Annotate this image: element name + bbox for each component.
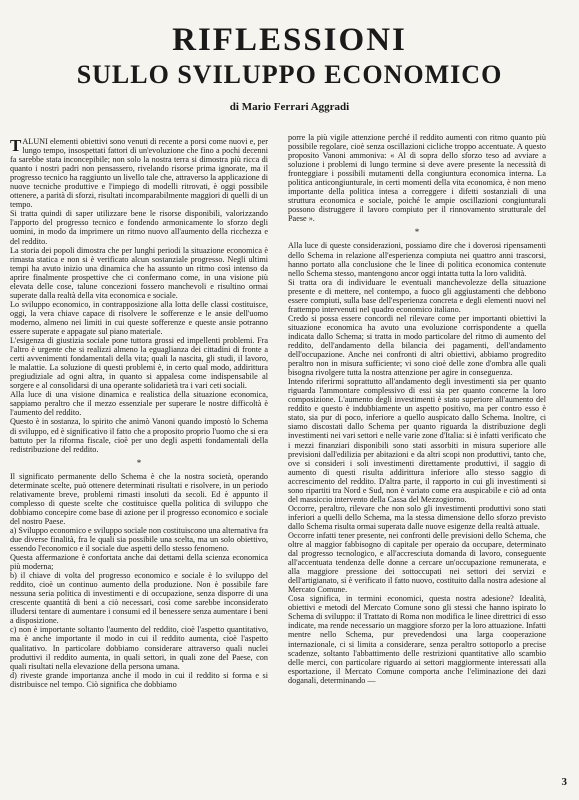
paragraph: Alla luce di queste considerazioni, possiamo dire che i doverosi ripensamenti dello Schema in relazione all'esperienza compiuta nei quattro anni trascorsi, hanno portato alla conclusione che le linee di politica economica contenute nello Schema stesso, mantengono ancor oggi intatta tutta la loro validità. (288, 241, 546, 278)
paragraph: Il significato permanente dello Schema è che la nostra società, operando determinate scelte, può ottenere determinati risultati e risolvere, in un periodo relativamente breve, problemi rimasti insoluti da secoli. Ed è appunto il complesso di queste scelte che costituisce quella politica di sviluppo che dobbiamo concepire come base di azione per il progresso economico e sociale del nostro Paese. (10, 471, 268, 526)
article-author: di Mario Ferrari Aggradi (229, 101, 350, 113)
paragraph: c) non è importante soltanto l'aumento del reddito, cioè l'aspetto quantitativo, ma è anche importante il modo in cui il reddito aumenta, cioè l'aspetto qualitativo. In particolare dobbiamo considerare attraverso quali nuclei produttivi il reddito aumenta, in quali settori, in quali zone del Paese, con quali risultati nella elevazione della persona umana. (10, 625, 268, 671)
paragraph: Lo sviluppo economico, in contrapposizione alla lotta delle classi costituisce, oggi, la vera chiave capace di risolvere le sofferenze e le ansie dell'uomo moderno, almeno nei limiti in cui queste sofferenze e queste ansie potranno essere superate e appagate sul piano materiale. (10, 299, 268, 336)
left-column (10, 137, 268, 689)
article-title: RIFLESSIONI (172, 22, 407, 58)
paragraph: d) riveste grande importanza anche il modo in cui il reddito si forma e si distribuisce nel tempo. Ciò significa che dobbiamo (10, 670, 268, 689)
paragraph: b) il chiave di volta del progresso economico e sociale è lo sviluppo del reddito, cioè un continuo aumento della produzione. Non è possibile fare nessuna seria politica di investimenti e di occupazione, senza disporre di una crescente quantità di beni a ciò necessari, così come sarebbe inconsiderato illudersi tentare di aumentare i consumi ed il benessere senza aumentare i beni a disposizione. (10, 571, 268, 626)
section-separator: * (414, 227, 420, 238)
paragraph: Occorre infatti tener presente, nei confronti delle previsioni dello Schema, che oltre al maggior fabbisogno di capitale per operaio da occupare, determinato dal progresso tecnologico, e all'accresciuta domanda di lavoro, conseguente all'accentuata tendenza delle donne a cercare un'occupazione remunerata, e alla maggiore pressione dei sottoccupati nei settori dei servizi e dell'artigianato, si è verificato il fatto nuovo, costituito dalla nostra adesione al Mercato Comune. (288, 530, 546, 595)
page-number: 3 (561, 776, 567, 788)
paragraph: Credo si possa essere concordi nel rilevare come per importanti obiettivi la situazione economica ha avuto una evoluzione corrispondente a quella indicata dallo Schema; si tratta in modo particolare del ritmo di aumento del reddito, dell'andamento della bilancia dei pagamenti, dell'andamento dell'occupazione. Anche nei confronti di altri obiettivi, abbiamo progredito peraltro non in misura sufficiente; vi sono cioè delle zone d'ombra alle quali bisogna rivolgere tutta la nostra attenzione per agire in conseguenza. (288, 313, 546, 378)
paragraph: Intendo riferirmi soprattutto all'andamento degli investimenti sia per quanto riguarda l'ammontare complessivo di essi sia per quanto concerne la loro composizione. L'aumento degli investimenti è stato superiore all'aumento del reddito e questo è indubbiamente un aspetto positivo, ma per contro esso è stato, sia pur di poco, inferiore a quello auspicato dallo Schema. Inoltre, ci siamo discostati dallo Schema per quanto riguarda la distribuzione degli investimenti nei vari settori e nelle varie zone d'Italia: si è infatti verificato che i mezzi finanziari disponibili sono stati assorbiti in misura superiore alle previsioni dall'edilizia per abitazioni e da altri scopi non produttivi, tanto che, ove si consideri i soli investimenti direttamente produttivi, il saggio di aumento di questi risulta addirittura inferiore allo stesso saggio di accrescimento del reddito. D'altra parte, il rapporto in cui gli investimenti si sono ripartiti tra Nord e Sud, non è variato come era auspicabile e ciò ad onta del massiccio intervento della Cassa del Mezzogiorno. (288, 377, 546, 504)
paragraph: Cosa significa, in termini economici, questa nostra adesione? Idealità, obiettivi e metodi del Mercato Comune sono gli stessi che hanno ispirato lo Schema di sviluppo: il Trattato di Roma non modifica le linee direttrici di esso indicate, ma rende necessario un maggiore sforzo per la loro attuazione. Infatti mentre nello Schema, pur prevedendosi una larga cooperazione internazionale, ci si limita a considerare, senza peraltro sottoporlo a precise scadenze, soltanto l'abbattimento delle restrizioni quantitative allo scambio delle merci, con particolare riguardo ai settori maggiormente interessati alla esportazione, il Mercato Comune comporta anche l'eliminazione dei dazi doganali, determinando — (288, 594, 546, 685)
paragraph: TALUNI elementi obiettivi sono venuti di recente a porsi come nuovi e, per lungo tempo, insospettati fattori di un'evoluzione che fino a pochi decenni fa sarebbe stata inconcepibile; non solo la nostra terra si dimostra più ricca di quanto i nostri padri non pensassero, rivelando risorse prima ignorate, ma il progresso tecnico ha raggiunto un livello tale che, attraverso la applicazione di nuove tecniche produttive e l'impiego di modelli ritrovati, è oggi possibile ottenere, a parità di sforzi, risultati incomparabilmente maggiori di quelli di un tempo. (10, 136, 268, 210)
paragraph: La storia dei popoli dimostra che per lunghi periodi la situazione economica è rimasta statica e non si è verificato alcun sostanziale progresso. Negli ultimi tempi ha avuto inizio una dinamica che ha assunto un ritmo così intenso da aprire finalmente prospettive che ci confermano come, in una visione più elevata delle cose, talune concezioni fossero manchevoli e risultino ormai superate dalla realtà della vita economica e sociale. (10, 245, 268, 300)
paragraph: Alla luce di una visione dinamica e realistica della situazione economica, sappiamo peraltro che il mezzo essenziale per superare le nostre difficoltà è l'aumento del reddito. (10, 390, 268, 418)
paragraph: L'esigenza di giustizia sociale pone tuttora grossi ed impellenti problemi. Fra l'altro è urgente che si realizzi almeno la eguaglianza dei cittadini di fronte a certi avvenimenti fondamentali della vita; quali la nascita, gli studi, il lavoro, le malattie. La soluzione di questi problemi è, in certo qual modo, addirittura pregiudiziale ad ogni altra, in quanto si appalesa come indispensabile al sorgere e al consolidarsi di una operante solidarietà tra i vari ceti sociali. (10, 336, 268, 391)
paragraph: porre la più vigile attenzione perché il reddito aumenti con ritmo quanto più possibile regolare, cioè senza oscillazioni cicliche troppo accentuate. A questo proposito Vanoni ammoniva: « Al di sopra dello sforzo teso ad avviare a soluzione i problemi di lungo termine si deve avere presente la necessità di fronteggiare i possibili mutamenti della congiuntura economica interna. La politica anticongiunturale, in certi momenti della vita economica, è non meno importante della politica intesa a correggere i difetti sostanziali di una struttura economica e sociale, poiché le ampie oscillazioni congiunturali possono distruggere il lavoro compiuto per il rinnovamento strutturale del Paese ». (288, 133, 546, 224)
paragraph: Si tratta ora di individuare le eventuali manchevolezze della situazione presente e di mettere, nel contempo, a fuoco gli aggiustamenti che debbono essere compiuti, sulla base dell'esperienza concreta e degli elementi nuovi nel frattempo intervenuti nel quadro economico italiano. (288, 277, 546, 314)
section-separator: * (136, 457, 142, 468)
paragraph: Questo è in sostanza, lo spirito che animò Vanoni quando impostò lo Schema di sviluppo, ed è significativo il fatto che a proposito proprio l'uomo che si era battuto per la riforma fiscale, cioè per uno degli aspetti fondamentali della redistribuzione del reddito. (10, 417, 268, 454)
paragraph: Questa affermazione è confortata anche dai dettami della scienza economica più moderna; (10, 553, 268, 572)
paragraph: Si tratta quindi di saper utilizzare bene le risorse disponibili, valorizzando l'apporto del progresso tecnico e fondendo armonicamente lo sforzo degli uomini, in modo da imprimere un ritmo nuovo all'aumento della ricchezza e del reddito. (10, 209, 268, 246)
drop-cap: T (10, 136, 22, 155)
paragraph: a) Sviluppo economico e sviluppo sociale non costituiscono una alternativa fra due diverse finalità, fra le quali sia possibile una scelta, ma un solo obiettivo, essendo l'economico e il sociale due aspetti dello stesso fenomeno. (10, 525, 268, 554)
paragraph: Occorre, peraltro, rilevare che non solo gli investimenti produttivi sono stati inferiori a quelli dello Schema, ma la stessa dimensione dello sforzo previsto dallo Schema risulta ormai superata dalle nuove esigenze della realtà attuale. (288, 503, 546, 531)
article-subtitle: SULLO SVILUPPO ECONOMICO (76, 60, 503, 89)
right-column (288, 133, 546, 685)
